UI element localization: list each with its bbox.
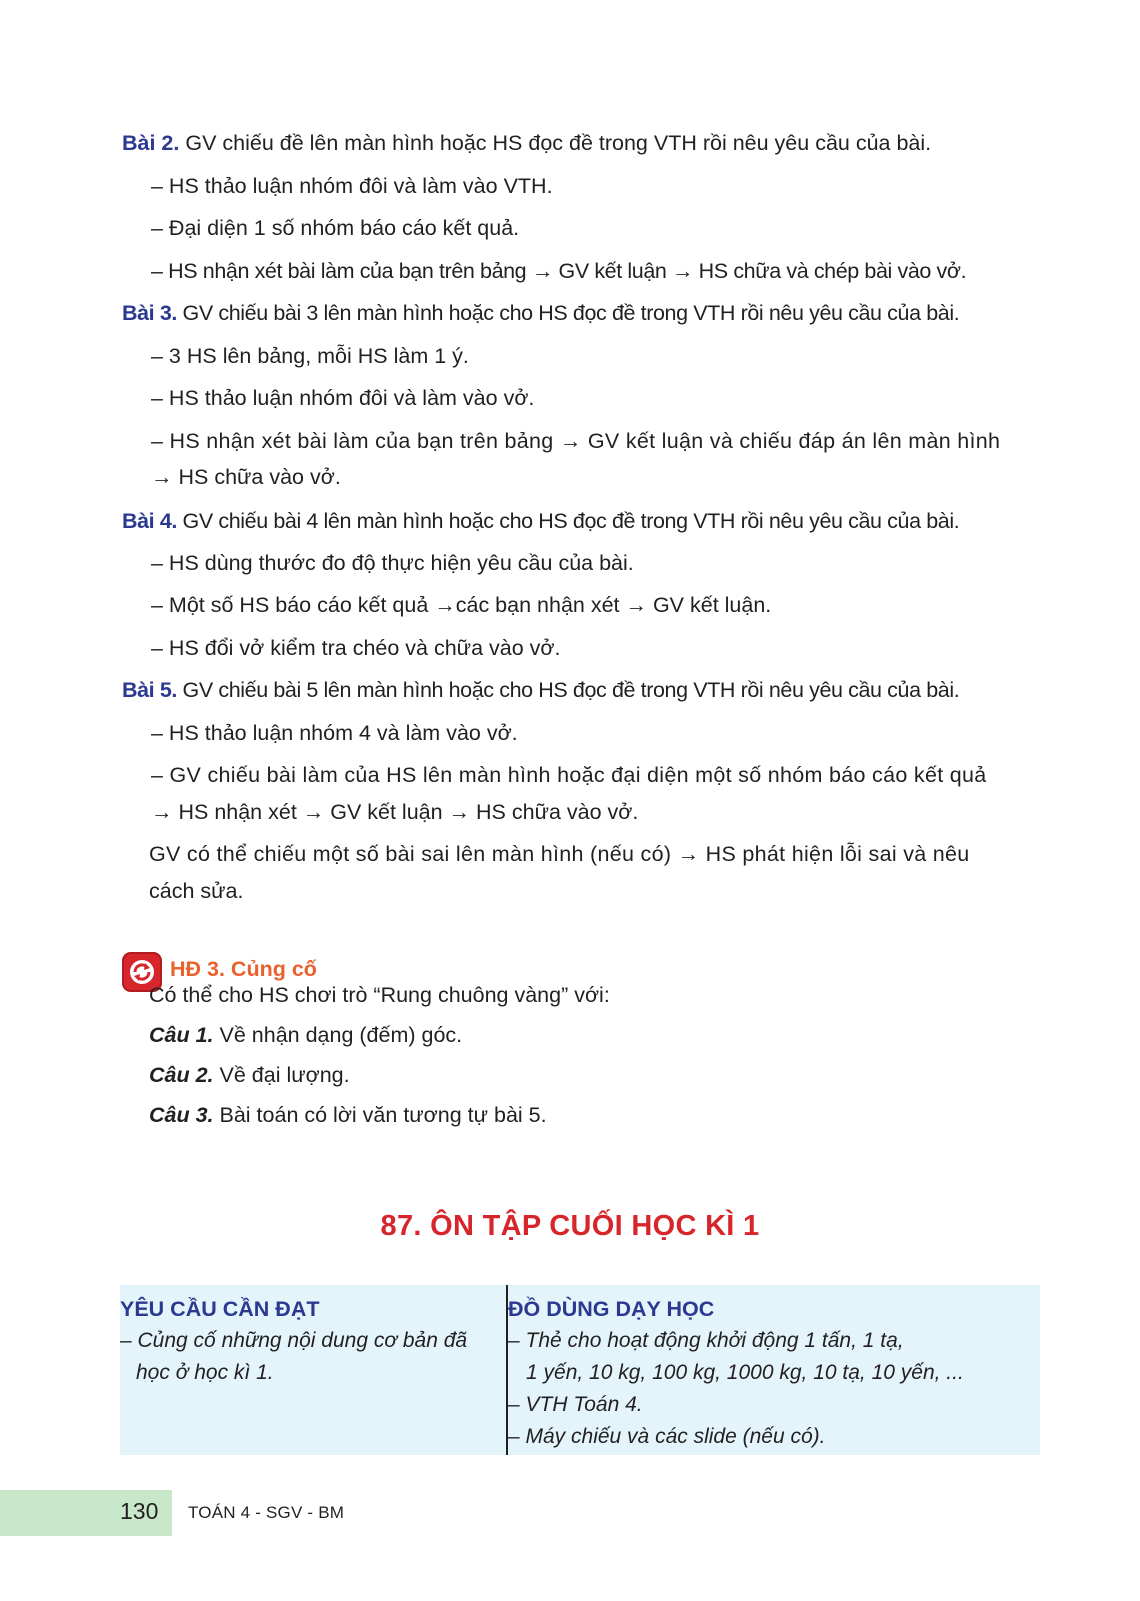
- question-1: Câu 1. Về nhận dạng (đếm) góc.: [149, 1023, 463, 1047]
- exercise-3-heading: Bài 3. GV chiếu bài 3 lên màn hình hoặc cho HS đọc đề trong VTH rồi nêu yêu cầu của bài.: [122, 301, 960, 325]
- list-item-continuation: → HS chữa vào vở.: [151, 465, 341, 489]
- exercise-5-heading: Bài 5. GV chiếu bài 5 lên màn hình hoặc cho HS đọc đề trong VTH rồi nêu yêu cầu của bài.: [122, 678, 960, 702]
- page-number: 130: [120, 1498, 159, 1524]
- materials-item-continuation: 1 yến, 10 kg, 100 kg, 1000 kg, 10 tạ, 10 yến, ...: [526, 1361, 964, 1384]
- list-item: – 3 HS lên bảng, mỗi HS làm 1 ý.: [151, 344, 469, 368]
- requirements-heading: YÊU CẦU CẦN ĐẠT: [120, 1297, 320, 1321]
- list-item: – HS dùng thước đo độ thực hiện yêu cầu của bài.: [151, 551, 634, 575]
- materials-item: – Máy chiếu và các slide (nếu có).: [508, 1425, 826, 1448]
- list-item: – HS nhận xét bài làm của bạn trên bảng → GV kết luận và chiếu đáp án lên màn hình: [151, 429, 1001, 453]
- list-item: – Một số HS báo cáo kết quả →các bạn nhận xét → GV kết luận.: [151, 593, 772, 617]
- activity-3-intro: Có thể cho HS chơi trò “Rung chuông vàng” với:: [149, 983, 610, 1007]
- materials-item: – Thẻ cho hoạt động khởi động 1 tấn, 1 tạ,: [508, 1329, 904, 1352]
- question-2: Câu 2. Về đại lượng.: [149, 1063, 350, 1087]
- list-item: – GV chiếu bài làm của HS lên màn hình hoặc đại diện một số nhóm báo cáo kết quả: [151, 763, 987, 787]
- paragraph: cách sửa.: [149, 879, 244, 903]
- lesson-table: [120, 1285, 1040, 1455]
- activity-3-title: HĐ 3. Củng cố: [170, 957, 317, 981]
- list-item: – HS thảo luận nhóm 4 và làm vào vở.: [151, 721, 518, 745]
- list-item: – HS nhận xét bài làm của bạn trên bảng → GV kết luận → HS chữa và chép bài vào vở.: [151, 259, 967, 283]
- list-item-continuation: → HS nhận xét → GV kết luận → HS chữa vào vở.: [151, 800, 639, 824]
- lesson-title: 87. ÔN TẬP CUỐI HỌC KÌ 1: [380, 1210, 760, 1242]
- list-item: – HS thảo luận nhóm đôi và làm vào vở.: [151, 386, 535, 410]
- book-title: TOÁN 4 - SGV - BM: [188, 1503, 345, 1522]
- materials-item: – VTH Toán 4.: [508, 1393, 643, 1416]
- requirements-item: – Củng cố những nội dung cơ bản đã: [120, 1329, 468, 1352]
- exercise-2-heading: Bài 2. GV chiếu đề lên màn hình hoặc HS đọc đề trong VTH rồi nêu yêu cầu của bài.: [122, 131, 932, 155]
- list-item: – Đại diện 1 số nhóm báo cáo kết quả.: [151, 216, 520, 240]
- paragraph: GV có thể chiếu một số bài sai lên màn hình (nếu có) → HS phát hiện lỗi sai và nêu: [149, 842, 970, 866]
- question-3: Câu 3. Bài toán có lời văn tương tự bài 5.: [149, 1103, 547, 1127]
- materials-heading: ĐỒ DÙNG DẠY HỌC: [508, 1297, 715, 1321]
- list-item: – HS đổi vở kiểm tra chéo và chữa vào vở.: [151, 636, 561, 660]
- requirements-item-continuation: học ở học kì 1.: [136, 1361, 274, 1384]
- exercise-4-heading: Bài 4. GV chiếu bài 4 lên màn hình hoặc cho HS đọc đề trong VTH rồi nêu yêu cầu của bài.: [122, 509, 960, 533]
- list-item: – HS thảo luận nhóm đôi và làm vào VTH.: [151, 174, 553, 198]
